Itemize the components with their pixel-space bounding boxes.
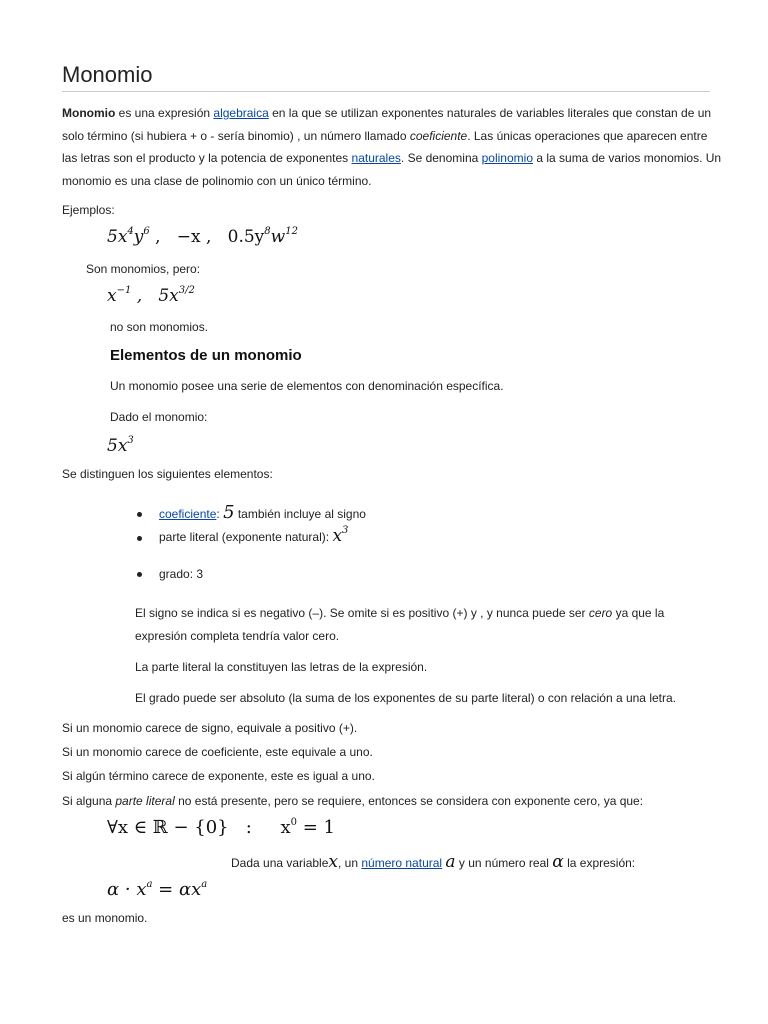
dada-m3: α <box>552 852 564 872</box>
li2-math-base: x <box>332 526 343 546</box>
distinguen-text: Se distinguen los siguientes elementos: <box>62 467 273 481</box>
rule4-t2: no está presente, pero se requiere, entonces se considera con exponente cero, ya que: <box>174 794 644 808</box>
li1-math: 5 <box>223 502 235 523</box>
rule-1: Si un monomio carece de signo, equivale a positivo (+). <box>62 721 358 735</box>
alpha-e2: a <box>201 879 208 890</box>
forall-formula <box>107 817 335 838</box>
ej-sep: , −x , 0.5y <box>149 227 265 247</box>
dada-line <box>231 852 635 872</box>
title-divider <box>62 91 710 92</box>
nm-sep: , 5x <box>131 286 179 306</box>
rule-4 <box>62 794 643 808</box>
son-monomios-text: Son monomios, pero: <box>86 262 201 276</box>
rule-2: Si un monomio carece de coeficiente, este equivale a uno. <box>62 745 373 759</box>
dada-t4: la expresión: <box>563 856 636 870</box>
intro-text-5: a la suma de varios monomios. Un monomio es una clase de polinomio con un único término. <box>62 151 722 188</box>
forall-lhs: ∀x ∈ ℝ − {0} : x <box>107 817 291 838</box>
intro-paragraph <box>62 102 722 192</box>
signo-paragraph <box>135 602 695 647</box>
alpha-formula <box>107 879 207 900</box>
final-text: es un monomio. <box>62 911 148 925</box>
no-monomios-formula <box>107 286 195 306</box>
li2-text: parte literal (exponente natural): <box>159 530 333 544</box>
link-numero-natural[interactable]: número natural <box>361 856 443 870</box>
grado-text: El grado puede ser absoluto (la suma de los exponentes de su parte literal) o con relación a una letra. <box>135 691 676 705</box>
list-item-parte-literal <box>159 526 348 546</box>
ejemplos-formula <box>107 227 298 247</box>
dado-exp: 3 <box>127 435 134 446</box>
dado-formula <box>107 436 134 456</box>
forall-rhs: = 1 <box>297 817 335 838</box>
ej-b-exp2: 12 <box>285 226 298 237</box>
signo-t2: ya que la expresión completa tendría valor cero. <box>135 606 665 643</box>
intro-bold-term: Monomio <box>62 106 116 120</box>
ej-b-w: w <box>270 227 286 247</box>
dado-text: Dado el monomio: <box>110 410 208 424</box>
serie-text: Un monomio posee una serie de elementos con denominación específica. <box>110 379 504 393</box>
li1-rest: también incluye al signo <box>234 507 366 521</box>
dada-m2: a <box>445 852 456 872</box>
ejemplos-label: Ejemplos: <box>62 203 115 217</box>
list-item-coeficiente <box>159 502 366 523</box>
alpha-a: α · x <box>107 879 147 900</box>
ej-a-exp2: 6 <box>143 226 150 237</box>
bullet-2 <box>137 536 142 541</box>
signo-em: cero <box>588 606 613 620</box>
no-son-text: no son monomios. <box>110 320 209 334</box>
rule-3: Si algún término carece de exponente, este es igual a uno. <box>62 769 375 783</box>
li2-math-exp: 3 <box>342 525 349 536</box>
rule4-em: parte literal <box>115 794 175 808</box>
li2-math <box>332 526 348 546</box>
ej-a-y: y <box>133 227 144 247</box>
bullet-3 <box>137 572 142 577</box>
link-algebraica[interactable]: algebraica <box>213 106 269 120</box>
bullet-1 <box>137 512 142 517</box>
intro-em-coeficiente: coeficiente <box>409 128 468 143</box>
ej-b-exp1: 8 <box>264 226 271 237</box>
section-heading: Elementos de un monomio <box>110 347 302 364</box>
forall-exp: 0 <box>290 817 297 828</box>
dada-t1: Dada una variable <box>231 856 329 870</box>
li1-colon: : <box>216 507 220 521</box>
link-naturales[interactable]: naturales <box>351 151 401 165</box>
page-title: Monomio <box>62 62 153 87</box>
dada-m1: x <box>328 852 338 872</box>
intro-text-1: es una expresión <box>115 106 214 120</box>
dada-t2: , un <box>338 856 362 870</box>
ej-a-exp1: 4 <box>127 226 134 237</box>
link-coeficiente[interactable]: coeficiente <box>159 507 217 521</box>
nm-x: x <box>107 286 117 306</box>
alpha-e1: a <box>146 879 153 890</box>
list-item-grado: grado: 3 <box>159 567 204 581</box>
intro-text-4: . Se denomina <box>400 151 482 165</box>
alpha-mid: = αx <box>152 879 202 900</box>
parte-literal-text: La parte literal la constituyen las letras de la expresión. <box>135 660 428 674</box>
rule4-t1: Si alguna <box>62 794 116 808</box>
signo-t1: El signo se indica si es negativo (–). Se omite si es positivo (+) y , y nunca puede ser <box>135 606 589 620</box>
link-polinomio[interactable]: polinomio <box>481 151 533 165</box>
dado-base: 5x <box>107 436 128 456</box>
intro-text-2: en la que se utilizan exponentes naturales de variables literales que constan de un solo término (si hubiera + o - sería binomio) , un número llamado <box>62 106 712 143</box>
dada-t3: y un número real <box>455 856 553 870</box>
nm-exp1: −1 <box>116 285 132 296</box>
nm-exp2: 3/2 <box>178 285 195 296</box>
intro-text-3: . Las únicas operaciones que aparecen entre las letras son el producto y la potencia de exponentes <box>62 128 708 165</box>
ej-a-base: 5x <box>107 227 128 247</box>
